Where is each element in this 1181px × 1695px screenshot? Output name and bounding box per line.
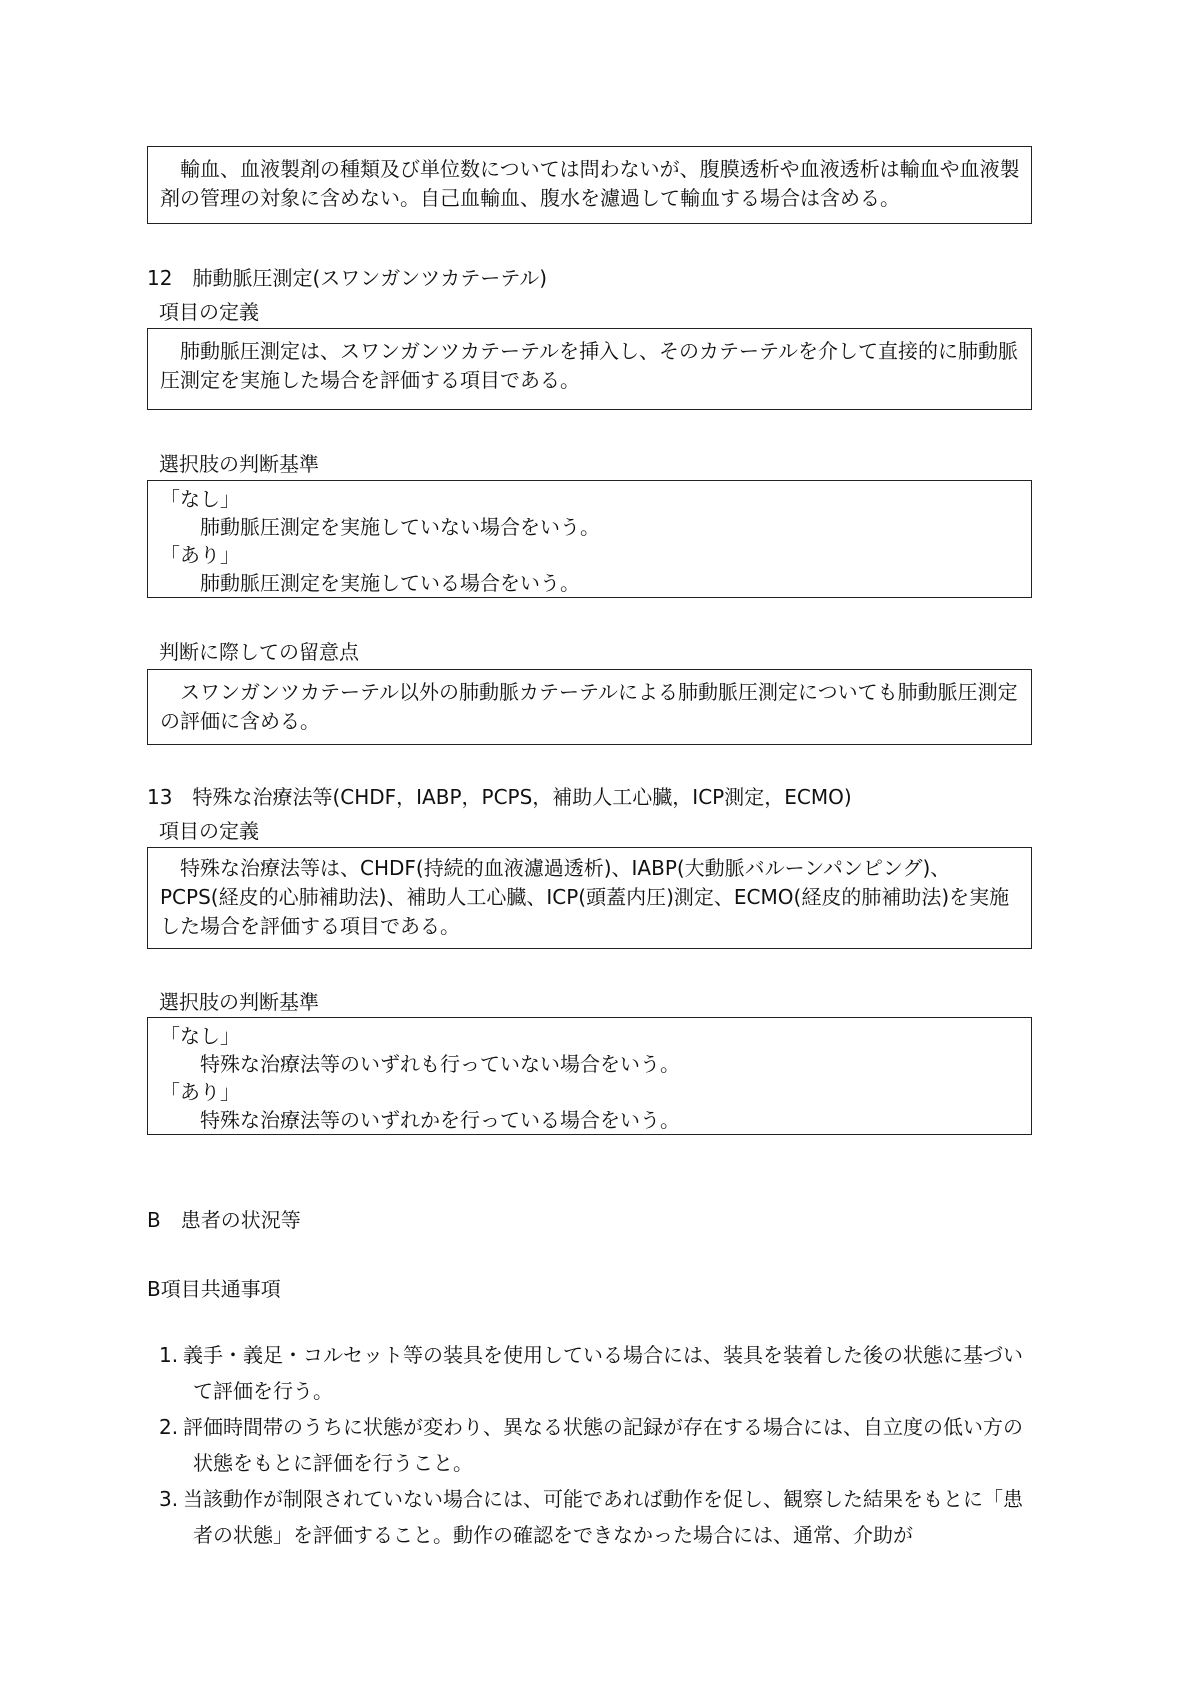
list-item — [147, 1481, 1034, 1553]
item-12-title: 12 肺動脈圧測定(スワンガンツカテーテル) — [147, 266, 548, 290]
list-item — [147, 1337, 1034, 1409]
list-item-text: 評価時間帯のうちに状態が変わり、異なる状態の記録が存在する場合には、自立度の低い方の状態をもとに評価を行うこと。 — [183, 1415, 1023, 1475]
item-13-definition-label: 項目の定義 — [159, 819, 259, 843]
item-13-option-none-label: 「なし」 — [160, 1024, 240, 1048]
list-item-text: 当該動作が制限されていない場合には、可能であれば動作を促し、観察した結果をもとに「患者の状態」を評価すること。動作の確認をできなかった場合には、通常、介助が — [183, 1487, 1023, 1547]
item-12-definition-box — [147, 328, 1032, 410]
item-12-notes-text: スワンガンツカテーテル以外の肺動脈カテーテルによる肺動脈圧測定についても肺動脈圧測定の評価に含める。 — [160, 680, 1018, 733]
item-12-option-yes-label: 「あり」 — [160, 543, 240, 567]
item-12-criteria-label: 選択肢の判断基準 — [159, 452, 319, 476]
item-12-definition-text: 肺動脈圧測定は、スワンガンツカテーテルを挿入し、そのカテーテルを介して直接的に肺動脈圧測定を実施した場合を評価する項目である。 — [160, 339, 1018, 392]
list-item-number: 3. — [159, 1487, 179, 1511]
item-12-notes-box — [147, 669, 1032, 745]
item-13-title: 13 特殊な治療法等(CHDF，IABP，PCPS，補助人工心臓，ICP測定，ECMO) — [147, 785, 852, 809]
item-12-option-yes-text: 肺動脈圧測定を実施している場合をいう。 — [200, 571, 580, 595]
item-12-option-none-label: 「なし」 — [160, 487, 240, 511]
item-13-definition-box — [147, 847, 1032, 949]
item-12-criteria-box — [147, 480, 1032, 598]
item-13-criteria-label: 選択肢の判断基準 — [159, 990, 319, 1014]
transfusion-note-box — [147, 146, 1032, 224]
list-item-text: 義手・義足・コルセット等の装具を使用している場合には、装具を装着した後の状態に基づいて評価を行う。 — [183, 1343, 1023, 1403]
item-12-definition-label: 項目の定義 — [159, 300, 259, 324]
section-b-common-list — [147, 1337, 1034, 1553]
item-13-criteria-box — [147, 1017, 1032, 1135]
list-item-number: 2. — [159, 1415, 179, 1439]
item-12-notes-label: 判断に際しての留意点 — [159, 640, 359, 664]
transfusion-note-text: 輸血、血液製剤の種類及び単位数については問わないが、腹膜透析や血液透析は輸血や血液製剤の管理の対象に含めない。自己血輸血、腹水を濾過して輸血する場合は含める。 — [160, 157, 1020, 210]
item-13-option-yes-label: 「あり」 — [160, 1080, 240, 1104]
section-b-title: B 患者の状況等 — [147, 1208, 301, 1232]
list-item-number: 1. — [159, 1343, 179, 1367]
list-item — [147, 1409, 1034, 1481]
item-13-option-yes-text: 特殊な治療法等のいずれかを行っている場合をいう。 — [200, 1108, 680, 1132]
item-13-definition-text: 特殊な治療法等は、CHDF(持続的血液濾過透析)、IABP(大動脈バルーンパンピング)、PCPS(経皮的心肺補助法)、補助人工心臓、ICP(頭蓋内圧)測定、ECMO(経皮的肺補助法)を実施した場合を評価する項目である。 — [160, 856, 1010, 938]
item-12-option-none-text: 肺動脈圧測定を実施していない場合をいう。 — [200, 515, 600, 539]
section-b-common-label: B項目共通事項 — [147, 1277, 281, 1301]
item-13-option-none-text: 特殊な治療法等のいずれも行っていない場合をいう。 — [200, 1052, 680, 1076]
